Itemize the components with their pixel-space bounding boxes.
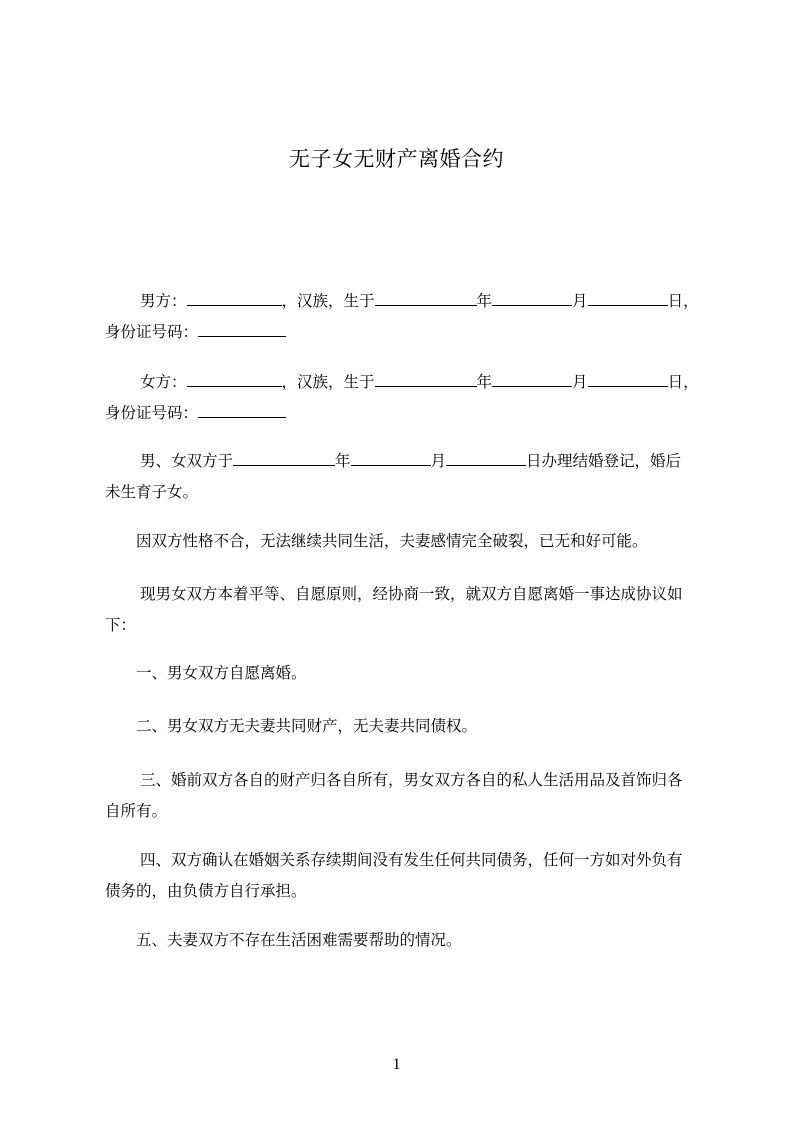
male-id-blank[interactable] bbox=[198, 321, 286, 337]
agreement-paragraph bbox=[105, 579, 701, 641]
clause-4-line-1: 四、双方确认在婚姻关系存续期间没有发生任何共同债务，任何一方如对外负有 bbox=[140, 851, 683, 869]
male-name-blank[interactable] bbox=[187, 290, 282, 306]
clause-4-line-2: 债务的，由负债方自行承担。 bbox=[105, 882, 307, 900]
document-title: 无子女无财产离婚合约 bbox=[289, 147, 504, 171]
female-birth-year-blank[interactable] bbox=[375, 371, 477, 387]
female-name-blank[interactable] bbox=[187, 371, 282, 387]
male-id-label: 身份证号码： bbox=[105, 323, 199, 341]
clause-5-text: 五、夫妻双方不存在生活困难需要帮助的情况。 bbox=[136, 931, 462, 949]
clause-1-text: 一、男女双方自愿离婚。 bbox=[136, 664, 307, 682]
female-month-label: 月 bbox=[572, 373, 588, 391]
marriage-month-label: 月 bbox=[430, 452, 447, 470]
male-birth-day-blank[interactable] bbox=[588, 290, 668, 306]
marriage-paragraph bbox=[105, 446, 701, 508]
male-label: 男方： bbox=[140, 292, 187, 310]
agreement-line-2: 下： bbox=[105, 616, 137, 634]
female-ethnicity-text: ，汉族，生于 bbox=[281, 373, 375, 391]
clause-3 bbox=[105, 765, 701, 827]
female-birth-month-blank[interactable] bbox=[492, 371, 572, 387]
clause-4 bbox=[105, 845, 701, 907]
male-birth-month-blank[interactable] bbox=[492, 290, 572, 306]
clause-2-text: 二、男女双方无夫妻共同财产，无夫妻共同债权。 bbox=[136, 717, 478, 735]
reason-paragraph bbox=[105, 526, 701, 557]
female-info-paragraph bbox=[105, 367, 701, 429]
marriage-day-blank[interactable] bbox=[446, 450, 526, 466]
female-day-label: 日， bbox=[667, 373, 699, 391]
male-day-label: 日， bbox=[667, 292, 699, 310]
female-birth-day-blank[interactable] bbox=[588, 371, 668, 387]
male-birth-year-blank[interactable] bbox=[375, 290, 477, 306]
male-ethnicity-text: ，汉族，生于 bbox=[281, 292, 375, 310]
marriage-intro: 男、女双方于 bbox=[140, 452, 234, 470]
female-label: 女方： bbox=[140, 373, 187, 391]
female-id-label: 身份证号码： bbox=[105, 404, 199, 422]
female-id-blank[interactable] bbox=[198, 402, 286, 418]
reason-text: 因双方性格不合，无法继续共同生活，夫妻感情完全破裂，已无和好可能。 bbox=[136, 532, 648, 550]
male-year-label: 年 bbox=[476, 292, 493, 310]
clause-1 bbox=[105, 658, 701, 689]
male-info-paragraph bbox=[105, 286, 701, 348]
marriage-year-blank[interactable] bbox=[233, 450, 335, 466]
marriage-month-blank[interactable] bbox=[351, 450, 431, 466]
agreement-line-1: 现男女双方本着平等、自愿原则，经协商一致，就双方自愿离婚一事达成协议如 bbox=[140, 585, 683, 603]
marriage-no-children-text: 未生育子女。 bbox=[105, 483, 199, 501]
marriage-year-label: 年 bbox=[335, 452, 351, 470]
marriage-registration-text: 日办理结婚登记，婚后 bbox=[526, 452, 682, 470]
clause-5 bbox=[105, 925, 701, 956]
page-number: 1 bbox=[392, 1056, 401, 1073]
clause-2 bbox=[105, 711, 701, 742]
clause-3-line-1: 三、婚前双方各自的财产归各自所有，男女双方各自的私人生活用品及首饰归各 bbox=[140, 771, 683, 789]
female-year-label: 年 bbox=[476, 373, 493, 391]
clause-3-line-2: 自所有。 bbox=[105, 802, 168, 820]
male-month-label: 月 bbox=[572, 292, 588, 310]
